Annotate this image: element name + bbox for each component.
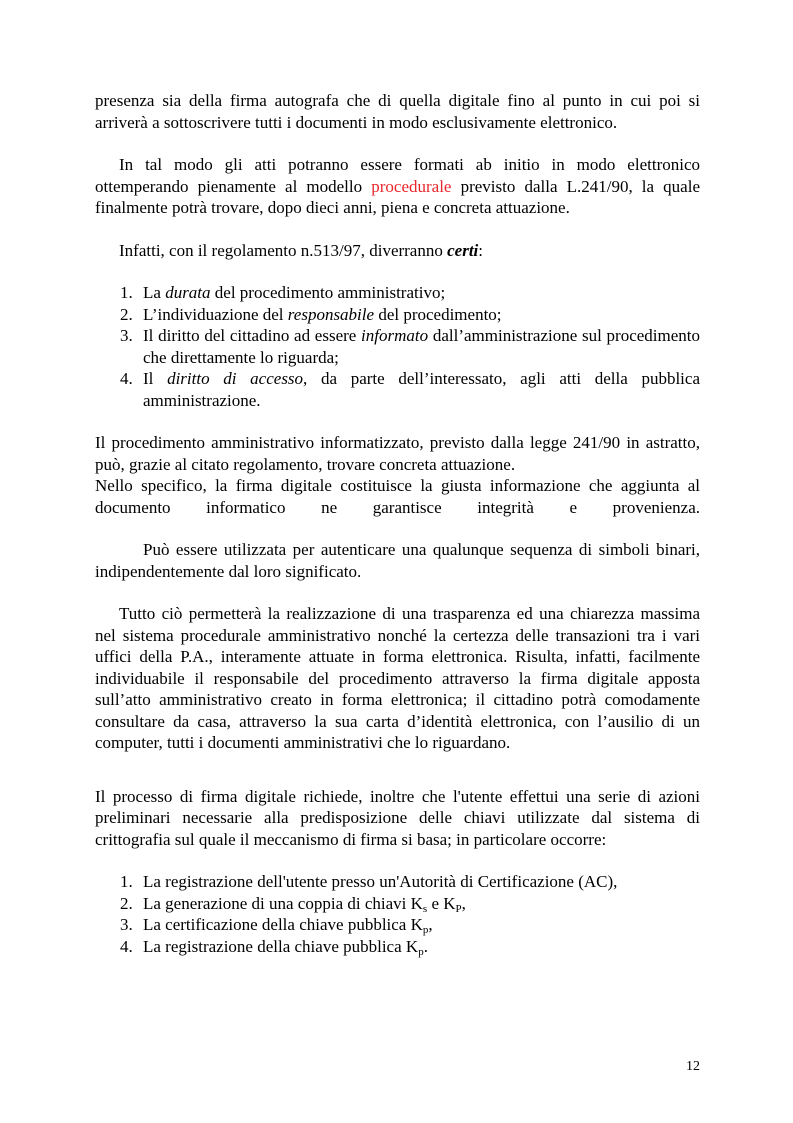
list-item: 1. La durata del procedimento amministrativo; — [120, 283, 446, 302]
emphasis-certi: certi — [447, 240, 479, 260]
paragraph-4: Il procedimento amministrativo informatizzato, previsto dalla legge 241/90 in astratto, può, grazie al citato regolamento, trovare concreta attuazione. — [95, 433, 700, 474]
document-page — [95, 90, 700, 957]
list-item: 2. L’individuazione del responsabile del procedimento; — [120, 304, 502, 324]
numbered-list-1 — [95, 282, 700, 411]
list-item: 1. La registrazione dell'utente presso un'Autorità di Certificazione (AC), — [120, 872, 618, 891]
paragraph-7: Tutto ciò permetterà la realizzazione di una trasparenza ed una chiarezza massima nel sistema procedurale amministrativo nonché la certezza delle transazioni tra i vari uffici della P.A., interamente attuate in forma elettronica. Risulta, infatti, facilmente individuabile il responsabile del procedimento attraverso la firma digitale apposta sull’atto amministrativo creato in forma elettronica; il cittadino potrà comodamente consultare da casa, attraverso la sua carta d’identità elettronica, con l’ausilio di un computer, tutti i documenti amministrativi che lo riguardano. — [95, 604, 700, 752]
list-item: 4. Il diritto di accesso, da parte dell’interessato, agli atti della pubblica amministrazione. — [120, 369, 700, 410]
paragraph-3: Infatti, con il regolamento n.513/97, diverranno certi: — [119, 240, 483, 260]
list-item: 3. Il diritto del cittadino ad essere informato dall’amministrazione sul procedimento che direttamente lo riguarda; — [120, 326, 701, 367]
list-item: 4. La registrazione della chiave pubblica $K_p$. — [120, 936, 428, 958]
paragraph-1: presenza sia della firma autografa che di quella digitale fino al punto in cui poi si arriverà a sottoscrivere tutti i documenti in modo esclusivamente elettronico. — [95, 91, 700, 132]
numbered-list-2 — [95, 871, 700, 957]
paragraph-5: Nello specifico, la firma digitale costituisce la giusta informazione che aggiunta al documento informatico ne garantisce integrità e provenienza. — [95, 476, 700, 517]
paragraph-2: In tal modo gli atti potranno essere formati ab initio in modo elettronico ottemperando pienamente al modello procedurale previsto dalla L.241/90, la quale finalmente potrà trovare, dopo dieci anni, piena e concreta attuazione. — [95, 155, 700, 217]
highlighted-word: procedurale — [371, 176, 452, 196]
list-item: 3. La certificazione della chiave pubblica $K_p$, — [120, 915, 433, 936]
paragraph-8: Il processo di firma digitale richiede, inoltre che l'utente effettui una serie di azioni preliminari necessarie alla predisposizione delle chiavi utilizzate dal sistema di crittografia sul quale il meccanismo di firma si basa; in particolare occorre: — [95, 786, 700, 849]
list-item: 2. La generazione di una coppia di chiavi $K_s$ e $K_P$, — [120, 893, 466, 915]
page-number: 12 — [686, 1059, 700, 1074]
paragraph-6: Può essere utilizzata per autenticare una qualunque sequenza di simboli binari, indipendentemente dal loro significato. — [95, 540, 700, 581]
